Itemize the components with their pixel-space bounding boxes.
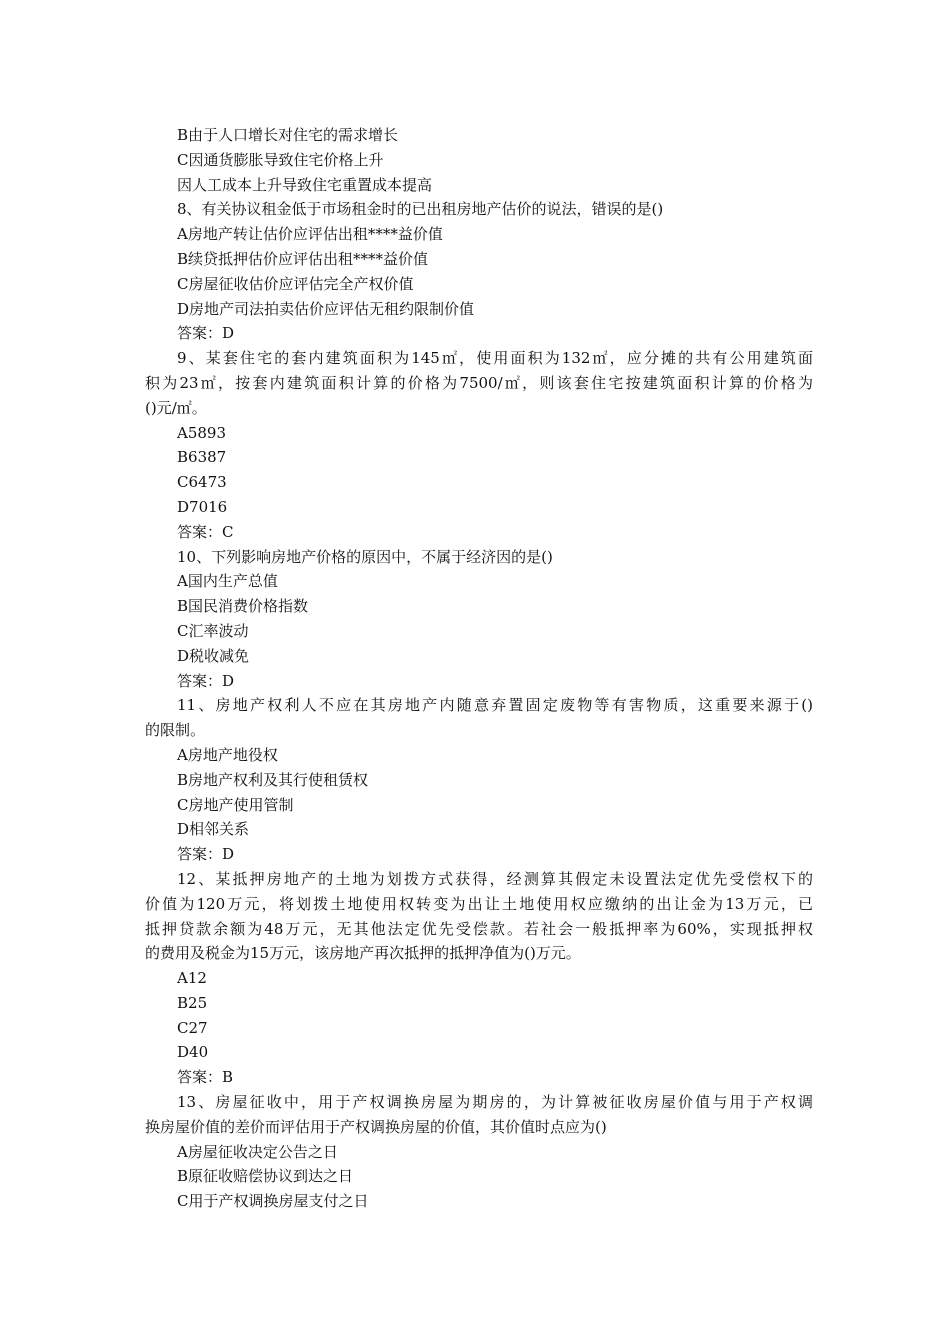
text-line: C房地产使用管制	[177, 795, 294, 814]
text-line: A国内生产总值	[177, 572, 278, 591]
text-line: 答案：D	[177, 324, 235, 343]
text-line: D7016	[177, 497, 228, 516]
text-line: 答案：D	[177, 671, 235, 690]
text-line: B由于人口增长对住宅的需求增长	[177, 126, 399, 144]
text-line: B国民消费价格指数	[177, 597, 309, 616]
text-line: C房屋征收估价应评估完全产权价值	[177, 274, 414, 293]
text-line: C因通货膨胀导致住宅价格上升	[177, 150, 384, 169]
text-line: B原征收赔偿协议到达之日	[177, 1167, 354, 1186]
text-line: 13、房屋征收中，用于产权调换房屋为期房的，为计算被征收房屋价值与用于产权调	[177, 1093, 813, 1112]
text-line: 12、某抵押房地产的土地为划拨方式获得，经测算其假定未设置法定优先受偿权下的	[177, 869, 813, 888]
text-line: D相邻关系	[177, 820, 250, 839]
text-line: B25	[177, 993, 208, 1012]
text-line: 8、有关协议租金低于市场租金时的已出租房地产估价的说法，错误的是()	[177, 200, 664, 219]
text-line: C6473	[177, 473, 227, 492]
text-line: 答案：D	[177, 845, 235, 864]
text-line: 换房屋价值的差价而评估用于产权调换房屋的价值，其价值时点应为()	[145, 1117, 607, 1136]
text-line: A12	[177, 969, 207, 988]
text-line: ()元/㎡。	[145, 398, 207, 417]
text-line: C汇率波动	[177, 621, 249, 640]
text-line: D税收减免	[177, 646, 250, 665]
text-line: C27	[177, 1018, 208, 1037]
text-line: A5893	[177, 423, 227, 442]
text-line: C用于产权调换房屋支付之日	[177, 1192, 369, 1211]
text-line: 11、房地产权利人不应在其房地产内随意弃置固定废物等有害物质，这重要来源于()	[177, 696, 813, 715]
text-line: B6387	[177, 448, 227, 467]
text-line: 的限制。	[145, 721, 206, 740]
text-line: 9、某套住宅的套内建筑面积为145㎡，使用面积为132㎡，应分摊的共有公用建筑面	[177, 349, 813, 368]
text-line: 价值为120万元，将划拨土地使用权转变为出让土地使用权应缴纳的出让金为13万元，已	[145, 894, 813, 913]
text-line: B续贷抵押估价应评估出租****益价值	[177, 249, 429, 268]
text-line: 10、下列影响房地产价格的原因中，不属于经济因的是()	[177, 547, 553, 566]
text-line: 的费用及税金为15万元，该房地产再次抵押的抵押净值为()万元。	[145, 944, 581, 963]
text-line: 抵押贷款余额为48万元，无其他法定优先受偿款。若社会一般抵押率为60%，实现抵押权	[145, 919, 813, 938]
text-line: 因人工成本上升导致住宅重置成本提高	[177, 175, 433, 194]
text-line: A房地产地役权	[177, 745, 278, 764]
text-line: 答案：B	[177, 1068, 234, 1087]
text-line: D房地产司法拍卖估价应评估无租约限制价值	[177, 299, 475, 318]
text-line: 积为23㎡，按套内建筑面积计算的价格为7500/㎡，则该套住宅按建筑面积计算的价格为	[145, 373, 813, 392]
text-line: B房地产权利及其行使租赁权	[177, 770, 369, 789]
text-line: 答案：C	[177, 522, 234, 541]
document-page	[145, 123, 813, 1214]
text-line: A房屋征收决定公告之日	[177, 1142, 338, 1161]
text-line: A房地产转让估价应评估出租****益价值	[177, 225, 443, 244]
text-line: D40	[177, 1043, 209, 1062]
